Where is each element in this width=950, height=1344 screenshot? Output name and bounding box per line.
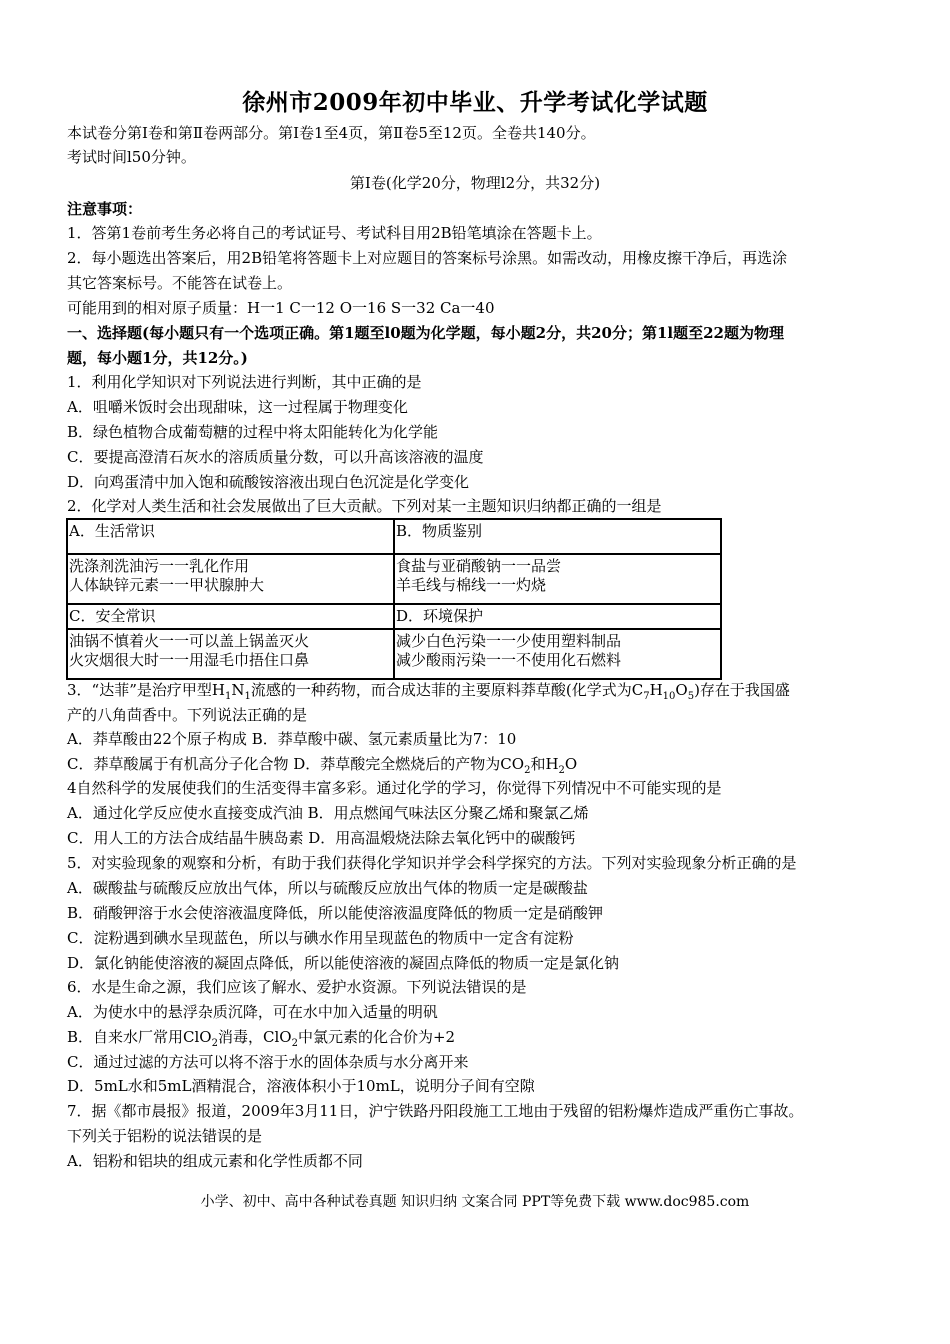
q2-a-line-1: 洗涤剂洗油污一一乳化作用 xyxy=(69,557,250,575)
q5-option-c: C．淀粉遇到碘水呈现蓝色，所以与碘水作用呈现蓝色的物质中一定含有淀粉 xyxy=(67,929,574,947)
q2-cell-a-head: A．生活常识 xyxy=(67,519,394,554)
page-footer: 小学、初中、高中各种试卷真题 知识归纳 文案合同 PPT等免费下载 www.doc985.com xyxy=(200,1194,750,1210)
notes-heading: 注意事项： xyxy=(67,200,143,218)
q2-d-line-2: 减少酸雨污染一一不使用化石燃料 xyxy=(396,651,622,669)
q7-option-a: A．铝粉和铝块的组成元素和化学性质都不同 xyxy=(67,1152,363,1170)
notes-item-1: 1．答第1卷前考生务必将自己的考试证号、考试科目用2B铅笔填涂在答题卡上。 xyxy=(67,224,602,242)
q2-cell-d-body xyxy=(394,629,721,679)
q3-stem-cont: 产的八角茴香中。下列说法正确的是 xyxy=(67,706,308,724)
q1-stem: 1．利用化学知识对下列说法进行判断，其中正确的是 xyxy=(67,373,422,391)
q2-d-line-1: 减少白色污染一一少使用塑料制品 xyxy=(396,632,622,650)
volume-heading: 第Ⅰ卷(化学20分，物理l2分，共32分) xyxy=(349,174,601,192)
q2-c-line-1: 油锅不慎着火一一可以盖上锅盖灭火 xyxy=(69,632,310,650)
q2-cell-d-head: D．环境保护 xyxy=(394,604,721,629)
q3-stem: 3．“达菲”是治疗甲型$H_1N_1$流感的一种药物，而合成达菲的主要原料莽草酸(化学式为$C_7H_{10}O_5$)存在于我国盛 xyxy=(67,681,790,702)
q7-stem-cont: 下列关于铝粉的说法错误的是 xyxy=(67,1127,263,1145)
q4-options-cd: C．用人工的方法合成结晶牛胰岛素 D．用高温煅烧法除去氧化钙中的碳酸钙 xyxy=(67,829,576,847)
q2-b-line-2: 羊毛线与棉线一一灼烧 xyxy=(396,576,547,594)
q3-options-cd: C．莽草酸属于有机高分子化合物 D．莽草酸完全燃烧后的产物为$CO_2$和$H_2O$ xyxy=(67,755,578,776)
q5-option-a: A．碳酸盐与硫酸反应放出气体，所以与硫酸反应放出气体的物质一定是碳酸盐 xyxy=(67,879,588,897)
q6-option-c: C．通过过滤的方法可以将不溶于水的固体杂质与水分离开来 xyxy=(67,1053,469,1071)
q5-option-d: D．氯化钠能使溶液的凝固点降低，所以能使溶液的凝固点降低的物质一定是氯化钠 xyxy=(67,954,620,972)
q5-stem: 5．对实验现象的观察和分析，有助于我们获得化学知识并学会科学探究的方法。下列对实验现象分析正确的是 xyxy=(67,854,797,872)
q5-option-b: B．硝酸钾溶于水会使溶液温度降低，所以能使溶液温度降低的物质一定是硝酸钾 xyxy=(67,904,604,922)
section-heading: 一、选择题(每小题只有一个选项正确。第1题至l0题为化学题，每小题2分，共20分；第1l题至22题为物理 xyxy=(67,324,784,342)
q2-cell-c-body xyxy=(67,629,394,679)
q3-options-ab: A．莽草酸由22个原子构成 B．莽草酸中碳、氢元素质量比为7：10 xyxy=(67,730,517,748)
section-heading-cont: 题，每小题1分，共12分。) xyxy=(67,349,248,367)
page-title: 徐州市2009年初中毕业、升学考试化学试题 xyxy=(242,89,708,116)
q6-option-d: D．5mL水和5mL酒精混合，溶液体积小于10mL，说明分子间有空隙 xyxy=(67,1077,535,1095)
q4-stem: 4自然科学的发展使我们的生活变得丰富多彩。通过化学的学习，你觉得下列情况中不可能实现的是 xyxy=(67,779,722,797)
q6-option-b: B．自来水厂常用ClO$_2$消毒，ClO$_2$中氯元素的化合价为+2 xyxy=(67,1028,456,1049)
q2-cell-a-body xyxy=(67,554,394,604)
notes-item-2-cont: 其它答案标号。不能答在试卷上。 xyxy=(67,274,293,292)
q7-stem: 7．据《都市晨报》报道，2009年3月11日，沪宁铁路丹阳段施工工地由于残留的铝粉爆炸造成严重伤亡事故。 xyxy=(67,1102,804,1120)
q6-option-a: A．为使水中的悬浮杂质沉降，可在水中加入适量的明矾 xyxy=(67,1003,438,1021)
q4-options-ab: A．通过化学反应使水直接变成汽油 B．用点燃闻气味法区分聚乙烯和聚氯乙烯 xyxy=(67,804,589,822)
q1-option-d: D．向鸡蛋清中加入饱和硫酸铵溶液出现白色沉淀是化学变化 xyxy=(67,473,470,491)
q2-cell-b-head: B．物质鉴别 xyxy=(394,519,721,554)
atomic-mass-line: 可能用到的相对原子质量：H一1 C一12 O一16 S一32 Ca一40 xyxy=(67,299,495,317)
q2-a-line-2: 人体缺锌元素一一甲状腺肿大 xyxy=(69,576,265,594)
q2-c-line-2: 火灾烟很大时一一用湿毛巾捂住口鼻 xyxy=(69,651,310,669)
q1-option-a: A．咀嚼米饭时会出现甜味，这一过程属于物理变化 xyxy=(67,398,408,416)
intro-line-1: 本试卷分第Ⅰ卷和第Ⅱ卷两部分。第Ⅰ卷1至4页，第Ⅱ卷5至12页。全卷共140分。 xyxy=(67,124,596,142)
q2-b-line-1: 食盐与亚硝酸钠一一品尝 xyxy=(396,557,562,575)
q1-option-b: B．绿色植物合成葡萄糖的过程中将太阳能转化为化学能 xyxy=(67,423,439,441)
q2-cell-b-body xyxy=(394,554,721,604)
q2-stem: 2．化学对人类生活和社会发展做出了巨大贡献。下列对某一主题知识归纳都正确的一组是 xyxy=(67,497,662,515)
notes-item-2: 2．每小题选出答案后，用2B铅笔将答题卡上对应题目的答案标号涂黑。如需改动，用橡皮擦干净后，再选涂 xyxy=(67,249,788,267)
q6-stem: 6．水是生命之源，我们应该了解水、爱护水资源。下列说法错误的是 xyxy=(67,978,527,996)
q2-cell-c-head: C．安全常识 xyxy=(67,604,394,629)
q1-option-c: C．要提高澄清石灰水的溶质质量分数，可以升高该溶液的温度 xyxy=(67,448,484,466)
q2-knowledge-table xyxy=(66,518,722,680)
intro-line-2: 考试时间l50分钟。 xyxy=(67,148,196,166)
